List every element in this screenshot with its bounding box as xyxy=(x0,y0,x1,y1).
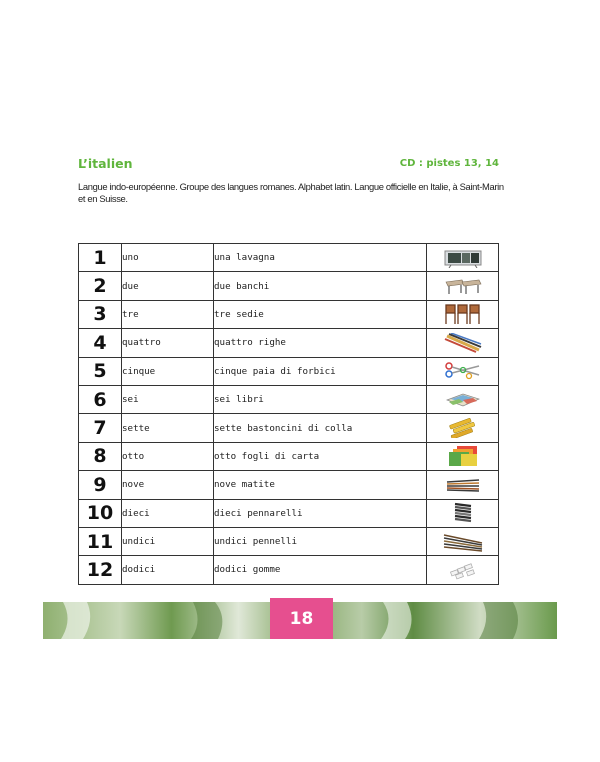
table-row xyxy=(79,499,499,527)
row-number: 9 xyxy=(79,471,122,499)
row-number: 5 xyxy=(79,357,122,385)
example-phrase: tre sedie xyxy=(214,300,427,328)
number-word: otto xyxy=(122,442,214,470)
example-phrase: otto fogli di carta xyxy=(214,442,427,470)
table-row xyxy=(79,556,499,584)
table-row xyxy=(79,442,499,470)
example-phrase: sei libri xyxy=(214,385,427,413)
row-number: 7 xyxy=(79,414,122,442)
table-row xyxy=(79,414,499,442)
scissors-icon xyxy=(443,361,483,381)
number-word: due xyxy=(122,272,214,300)
blackboard-icon xyxy=(443,248,483,268)
example-phrase: undici pennelli xyxy=(214,527,427,555)
example-phrase: cinque paia di forbici xyxy=(214,357,427,385)
table-row xyxy=(79,357,499,385)
table-row xyxy=(79,471,499,499)
number-word: sei xyxy=(122,385,214,413)
example-phrase: dieci pennarelli xyxy=(214,499,427,527)
number-word: dieci xyxy=(122,499,214,527)
rulers-icon xyxy=(443,333,483,353)
table-row xyxy=(79,527,499,555)
table-row xyxy=(79,272,499,300)
example-phrase: una lavagna xyxy=(214,244,427,272)
number-word: sette xyxy=(122,414,214,442)
number-word: quattro xyxy=(122,329,214,357)
page-number: 18 xyxy=(270,598,333,639)
cd-tracks-label: CD : pistes 13, 14 xyxy=(399,158,499,169)
example-phrase: due banchi xyxy=(214,272,427,300)
row-number: 1 xyxy=(79,244,122,272)
row-number: 3 xyxy=(79,300,122,328)
chairs-icon xyxy=(443,303,483,325)
number-word: tre xyxy=(122,300,214,328)
table-row xyxy=(79,244,499,272)
number-word: uno xyxy=(122,244,214,272)
number-word: dodici xyxy=(122,556,214,584)
row-number: 8 xyxy=(79,442,122,470)
row-number: 11 xyxy=(79,527,122,555)
example-phrase: sette bastoncini di colla xyxy=(214,414,427,442)
table-row xyxy=(79,329,499,357)
glue-sticks-icon xyxy=(443,418,483,438)
table-row xyxy=(79,385,499,413)
row-number: 10 xyxy=(79,499,122,527)
table-row xyxy=(79,300,499,328)
row-number: 6 xyxy=(79,385,122,413)
vocabulary-table xyxy=(78,243,499,585)
brushes-icon xyxy=(442,531,484,553)
row-number: 4 xyxy=(79,329,122,357)
row-number: 12 xyxy=(79,556,122,584)
number-word: undici xyxy=(122,527,214,555)
desks-icon xyxy=(443,276,483,296)
number-word: cinque xyxy=(122,357,214,385)
number-word: nove xyxy=(122,471,214,499)
pencils-icon xyxy=(443,475,483,495)
example-phrase: nove matite xyxy=(214,471,427,499)
erasers-icon xyxy=(443,560,483,580)
example-phrase: quattro righe xyxy=(214,329,427,357)
paper-sheets-icon xyxy=(443,445,483,467)
row-number: 2 xyxy=(79,272,122,300)
section-title: L’italien xyxy=(78,156,133,171)
intro-text: Langue indo-européenne. Groupe des langues romanes. Alphabet latin. Langue officielle en Italie, à Saint-Marin et en Suisse. xyxy=(78,181,504,204)
books-icon xyxy=(443,390,483,410)
example-phrase: dodici gomme xyxy=(214,556,427,584)
markers-icon xyxy=(443,502,483,524)
